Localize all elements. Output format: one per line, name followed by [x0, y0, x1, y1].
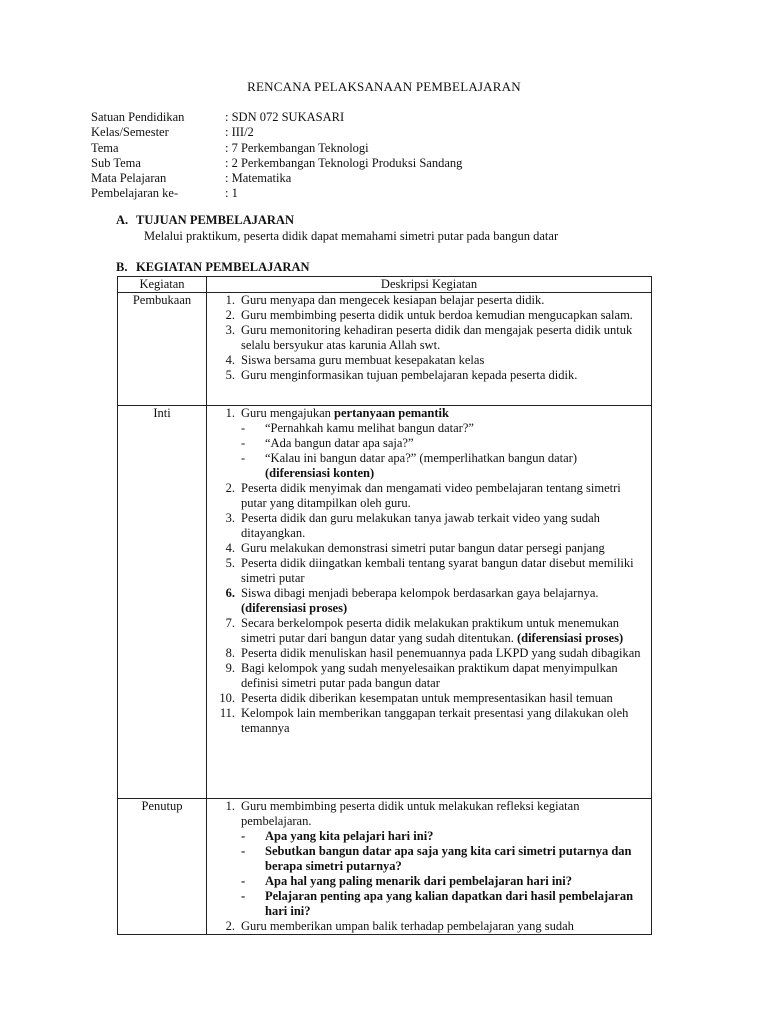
pembukaan-description — [207, 293, 652, 406]
step-text: Peserta didik menuliskan hasil penemuannya pada LKPD yang sudah dibagikan — [241, 646, 641, 660]
question-item — [241, 844, 647, 874]
step-number: 1. — [225, 293, 235, 307]
section-b-heading — [116, 260, 310, 275]
section-letter: B. — [116, 260, 128, 274]
step-text: Guru menyapa dan mengecek kesiapan belajar peserta didik. — [241, 293, 545, 307]
list-item — [207, 368, 651, 383]
identity-value: : 1 — [225, 186, 238, 201]
step-number: 5. — [225, 556, 235, 570]
question-item — [241, 421, 647, 436]
identity-label: Pembelajaran ke- — [91, 186, 179, 201]
section-title: KEGIATAN PEMBELAJARAN — [136, 260, 310, 274]
identity-label: Satuan Pendidikan — [91, 110, 185, 124]
list-item — [207, 661, 651, 691]
identity-row — [91, 156, 462, 171]
document-title: RENCANA PELAKSANAAN PEMBELAJARAN — [247, 79, 521, 94]
identity-value: : SDN 072 SUKASARI — [225, 110, 345, 124]
list-item — [207, 799, 651, 919]
step-text: Guru memberikan umpan balik terhadap pembelajaran yang sudah — [241, 919, 574, 933]
step-number: 8. — [225, 646, 235, 660]
question-text: “Ada bangun datar apa saja?” — [265, 436, 414, 450]
reflection-question-list — [241, 829, 647, 919]
step-text: Guru melakukan demonstrasi simetri putar bangun datar persegi panjang — [241, 541, 605, 555]
list-item — [207, 919, 651, 934]
identity-label: Kelas/Semester — [91, 125, 169, 140]
step-number: 6. — [225, 586, 235, 600]
table-row — [118, 799, 652, 935]
step-number: 2. — [225, 919, 235, 933]
question-item — [241, 451, 647, 481]
list-item — [207, 293, 651, 308]
step-text: Peserta didik diingatkan kembali tentang syarat bangun datar disebut memiliki simetri putar — [241, 556, 634, 585]
table-row — [118, 406, 652, 799]
dash-bullet: - — [241, 436, 246, 450]
identity-value: : 7 Perkembangan Teknologi — [225, 140, 369, 155]
question-list — [241, 421, 647, 481]
penutup-description — [207, 799, 652, 935]
step-list — [207, 293, 651, 383]
list-item — [207, 353, 651, 368]
step-text: Bagi kelompok yang sudah menyelesaikan praktikum dapat menyimpulkan definisi simetri putar pada bangun datar — [241, 661, 618, 690]
step-text: Guru membimbing peserta didik untuk melakukan refleksi kegiatan pembelajaran. — [241, 799, 580, 828]
step-number: 10. — [219, 691, 235, 705]
step-text: Peserta didik dan guru melakukan tanya jawab terkait video yang sudah ditayangkan. — [241, 511, 600, 540]
question-text: Apa hal yang paling menarik dari pembelajaran hari ini? — [265, 874, 572, 888]
step-text: Siswa bersama guru membuat kesepakatan kelas — [241, 353, 485, 367]
section-letter: A. — [116, 213, 129, 227]
identity-value: : Matematika — [225, 171, 292, 186]
step-text: Peserta didik menyimak dan mengamati video pembelajaran tentang simetri putar yang ditampilkan oleh guru. — [241, 481, 621, 510]
identity-block — [91, 110, 462, 202]
section-title: TUJUAN PEMBELAJARAN — [136, 213, 294, 227]
list-item — [207, 706, 651, 736]
step-number: 4. — [225, 353, 235, 367]
header-deskripsi: Deskripsi Kegiatan — [207, 277, 652, 293]
dash-bullet: - — [241, 844, 246, 858]
dash-bullet: - — [241, 889, 246, 903]
question-item — [241, 436, 647, 451]
identity-label: Mata Pelajaran — [91, 171, 167, 186]
step-list — [207, 799, 651, 934]
identity-row — [91, 186, 462, 201]
identity-value: : 2 Perkembangan Teknologi Produksi Sandang — [225, 155, 463, 170]
step-number: 7. — [225, 616, 235, 630]
step-number: 1. — [225, 799, 235, 813]
question-item — [241, 889, 647, 919]
step-text: Guru memonitoring kehadiran peserta didik dan mengajak peserta didik untuk selalu bersyukur atas karunia Allah swt. — [241, 323, 633, 352]
step-emphasis: pertanyaan pemantik — [334, 406, 449, 420]
inti-description — [207, 406, 652, 799]
diferensiasi-label: (diferensiasi konten) — [265, 466, 375, 480]
step-number: 5. — [225, 368, 235, 382]
list-item — [207, 406, 651, 481]
activities-table — [117, 276, 652, 935]
step-number: 11. — [219, 706, 235, 720]
list-item — [207, 511, 651, 541]
step-text: Kelompok lain memberikan tanggapan terkait presentasi yang dilakukan oleh temannya — [241, 706, 629, 735]
step-text: Peserta didik diberikan kesempatan untuk mempresentasikan hasil temuan — [241, 691, 613, 705]
question-text: “Kalau ini bangun datar apa?” (memperlihatkan bangun datar) — [265, 451, 578, 465]
step-number: 2. — [225, 481, 235, 495]
identity-row — [91, 171, 462, 186]
dash-bullet: - — [241, 421, 246, 435]
step-number: 9. — [225, 661, 235, 675]
identity-label: Sub Tema — [91, 155, 141, 170]
table-header-row — [118, 277, 652, 293]
step-text: Guru menginformasikan tujuan pembelajaran kepada peserta didik. — [241, 368, 578, 382]
step-text: Guru mengajukan — [241, 406, 335, 420]
question-item — [241, 829, 647, 844]
question-text: Sebutkan bangun datar apa saja yang kita cari simetri putarnya dan berapa simetri putarnya? — [265, 844, 632, 873]
dash-bullet: - — [241, 451, 246, 465]
dash-bullet: - — [241, 874, 246, 888]
identity-row — [91, 141, 462, 156]
list-item — [207, 481, 651, 511]
stage-penutup: Penutup — [118, 799, 207, 935]
question-text: “Pernahkah kamu melihat bangun datar?” — [265, 421, 474, 435]
step-number: 2. — [225, 308, 235, 322]
identity-row — [91, 110, 462, 125]
stage-pembukaan: Pembukaan — [118, 293, 207, 406]
step-number: 3. — [225, 511, 235, 525]
dash-bullet: - — [241, 829, 246, 843]
question-item — [241, 874, 647, 889]
step-text: Secara berkelompok peserta didik melakukan praktikum untuk menemukan simetri putar dari bangun datar yang sudah ditentukan. — [241, 616, 620, 645]
list-item — [207, 308, 651, 323]
section-a-heading — [116, 213, 294, 228]
list-item — [207, 691, 651, 706]
header-kegiatan: Kegiatan — [118, 277, 207, 293]
step-text: Guru membimbing peserta didik untuk berdoa kemudian mengucapkan salam. — [241, 308, 633, 322]
list-item — [207, 556, 651, 586]
objective-text: Melalui praktikum, peserta didik dapat memahami simetri putar pada bangun datar — [144, 229, 559, 243]
list-item — [207, 586, 651, 616]
question-text: Apa yang kita pelajari hari ini? — [265, 829, 434, 843]
step-number: 4. — [225, 541, 235, 555]
step-number: 3. — [225, 323, 235, 337]
table-row — [118, 293, 652, 406]
step-list — [207, 406, 651, 736]
list-item — [207, 646, 651, 661]
identity-label: Tema — [91, 140, 119, 155]
step-text: Siswa dibagi menjadi beberapa kelompok berdasarkan gaya belajarnya. — [241, 586, 599, 600]
diferensiasi-label: (diferensiasi proses) — [516, 631, 624, 645]
list-item — [207, 541, 651, 556]
step-number: 1. — [225, 406, 235, 420]
stage-inti: Inti — [118, 406, 207, 799]
identity-value: : III/2 — [225, 125, 254, 140]
identity-row — [91, 125, 462, 140]
list-item — [207, 616, 651, 646]
diferensiasi-label: (diferensiasi proses) — [241, 601, 348, 615]
question-text: Pelajaran penting apa yang kalian dapatkan dari hasil pembelajaran hari ini? — [265, 889, 634, 918]
list-item — [207, 323, 651, 353]
